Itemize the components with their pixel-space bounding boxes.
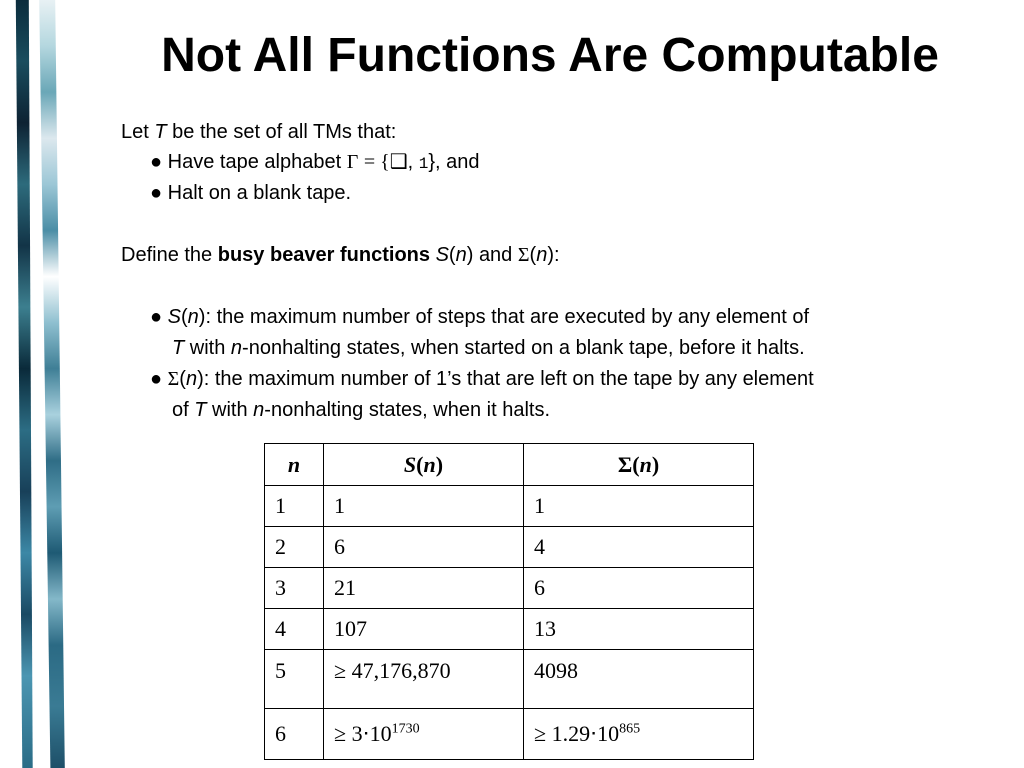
set-T: T [154,121,167,143]
header-Sigma: Σ(n) [524,444,754,486]
table-row: 4 107 13 [265,609,754,650]
decorative-strip-left [8,0,34,768]
definition-Sigma-continued: of T with n-nonhalting states, when it halts. [172,399,551,421]
definition-Sigma: ● Σ(n): the maximum number of 1’s that are left on the tape by any element [150,368,814,390]
bullet: ● [150,182,163,204]
condition-alphabet: ● Have tape alphabet Γ = {❑, 1}, and [150,151,480,173]
definition-S-continued: T with n-nonhalting states, when started on a blank tape, before it halts. [172,337,805,359]
bullet: ● [150,306,163,328]
table-header-row [265,444,754,486]
busy-beaver-table [264,443,754,760]
bullet: ● [150,368,163,390]
header-S: S(n) [324,444,524,486]
decorative-strip-right [36,0,68,768]
definition-S: ● S(n): the maximum number of steps that are executed by any element of [150,306,810,328]
condition-halt: ● Halt on a blank tape. [150,182,352,204]
define-line: Define the busy beaver functions S(n) and Σ(n): [121,244,560,266]
table-row: 3 21 6 [265,568,754,609]
table-row: 2 6 4 [265,527,754,568]
bullet: ● [150,151,163,173]
table-row: 6 ≥ $3\cdot 10^{1730}$ ≥ $1.29\cdot 10^{865}$ [265,709,754,760]
blank-symbol: ❑ [389,151,408,173]
table-row: 5 ≥ 47,176,870 4098 [265,650,754,709]
intro-line: Let T be the set of all TMs that: [121,121,397,143]
table-row: 1 1 1 [265,486,754,527]
header-n: n [265,444,324,486]
slide-title: Not All Functions Are Computable [161,29,939,82]
